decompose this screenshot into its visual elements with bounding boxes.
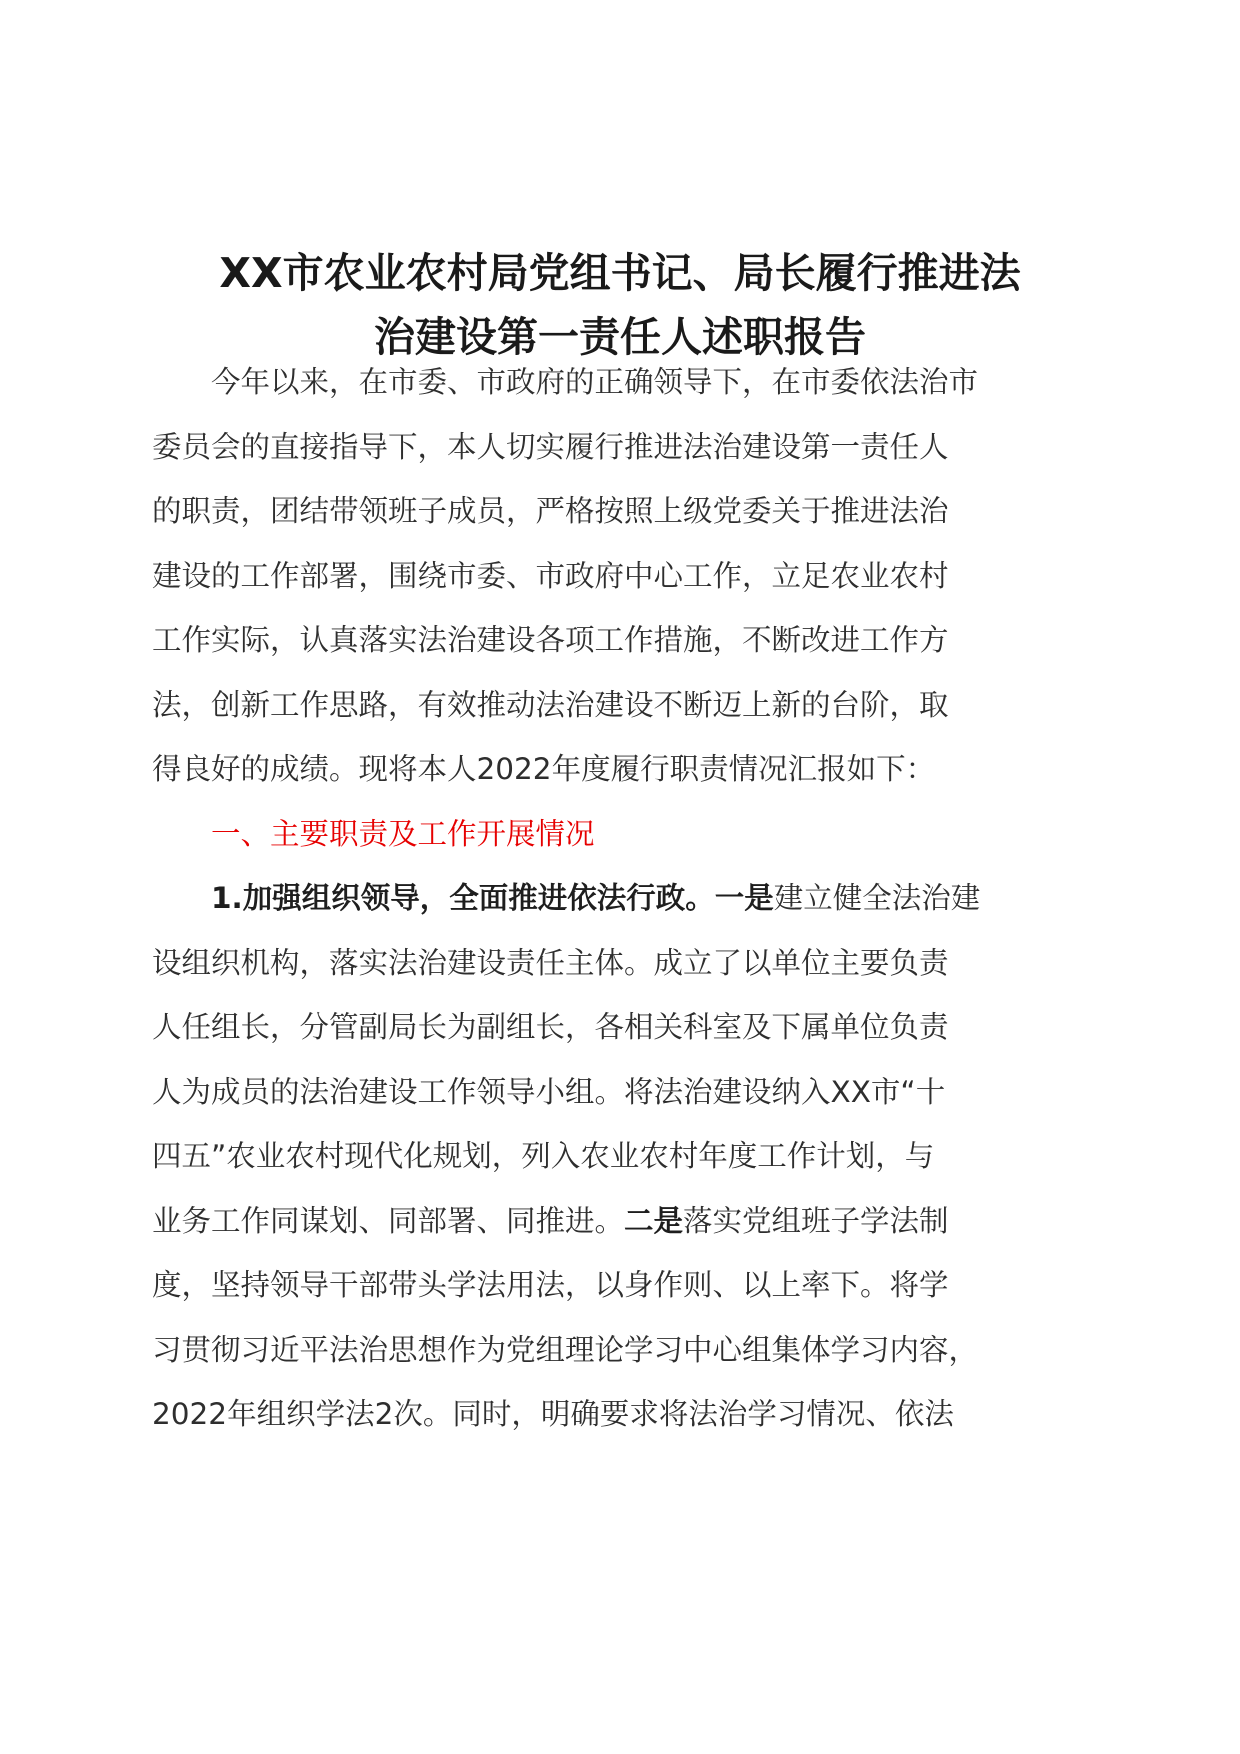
intro-line-6: 法，创新工作思路，有效推动法治建设不断迈上新的台阶，取 xyxy=(152,687,949,722)
intro-line-4: 建设的工作部署，围绕市委、市政府中心工作，立足农业农村 xyxy=(152,558,949,593)
item1-first-marker: 一是 xyxy=(714,881,774,915)
document-title-line-1: XX市农业农村局党组书记、局长履行推进法 xyxy=(219,249,1021,297)
item1-marker-line-pre: 业务工作同谋划、同部署、同推进。 xyxy=(152,1203,625,1238)
intro-line-7: 得良好的成绩。现将本人2022年度履行职责情况汇报如下： xyxy=(152,752,936,786)
item1-bold-lead: 1.加强组织领导，全面推进依法行政。 xyxy=(211,881,715,915)
item1-line-7: 度，坚持领导干部带头学法用法，以身作则、以上率下。将学 xyxy=(152,1268,949,1302)
item1-first-tail: 建立健全法治建 xyxy=(773,881,981,915)
item1-line-1 xyxy=(152,866,1092,931)
item1-line-6 xyxy=(152,1189,1092,1254)
intro-line-5: 工作实际，认真落实法治建设各项工作措施，不断改进工作方 xyxy=(152,623,949,657)
document-body xyxy=(152,350,1092,1447)
item1-line-2: 设组织机构，落实法治建设责任主体。成立了以单位主要负责 xyxy=(152,945,949,980)
item1-line-3: 人任组长，分管副局长为副组长，各相关科室及下属单位负责 xyxy=(152,1010,949,1044)
item1-line-4: 人为成员的法治建设工作领导小组。将法治建设纳入XX市“十 xyxy=(152,1074,946,1109)
item1-second-marker: 二是 xyxy=(624,1203,684,1238)
intro-line-1: 今年以来，在市委、市政府的正确领导下，在市委依法治市 xyxy=(211,365,979,399)
intro-line-2: 委员会的直接指导下，本人切实履行推进法治建设第一责任人 xyxy=(152,429,949,464)
section-heading-1: 一、主要职责及工作开展情况 xyxy=(211,816,595,851)
item1-line-8: 习贯彻习近平法治思想作为党组理论学习中心组集体学习内容， xyxy=(152,1332,979,1367)
document-title-line-2: 治建设第一责任人述职报告 xyxy=(374,313,866,361)
item1-line-5: 四五”农业农村现代化规划，列入农业农村年度工作计划，与 xyxy=(152,1139,935,1173)
item1-line-9: 2022年组织学法2次。同时，明确要求将法治学习情况、依法 xyxy=(152,1397,954,1431)
item1-marker-line-post: 落实党组班子学法制 xyxy=(683,1203,949,1238)
intro-line-3: 的职责，团结带领班子成员，严格按照上级党委关于推进法治 xyxy=(152,494,949,528)
